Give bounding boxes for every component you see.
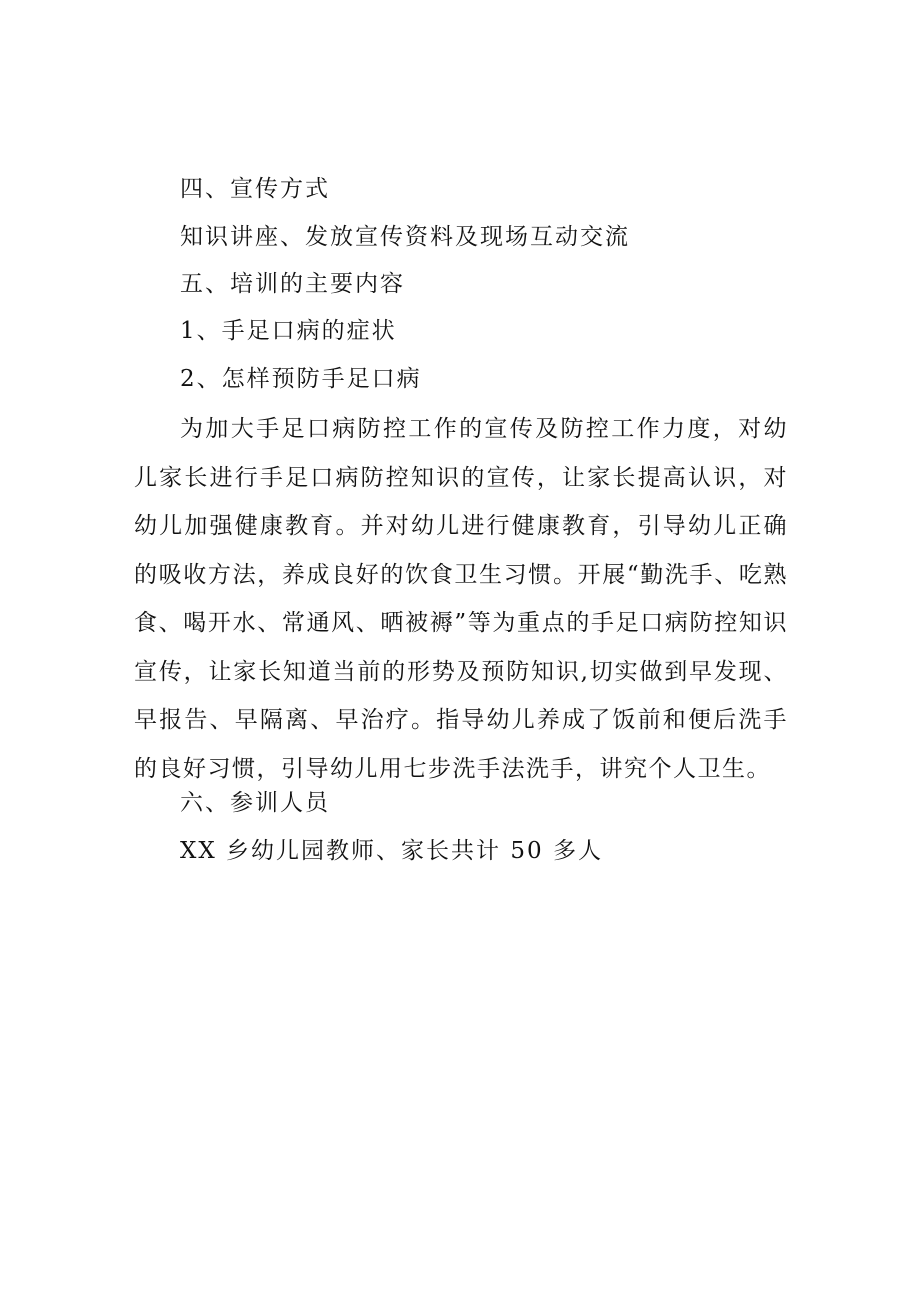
section-heading-publicity-method: 四、宣传方式 — [180, 176, 330, 202]
body-paragraph: 为加大手足口病防控工作的宣传及防控工作力度，对幼儿家长进行手足口病防控知识的宣传，让家长提高认识，对幼儿加强健康教育。并对幼儿进行健康教育，引导幼儿正确的吸收方法，养成良好的饮食卫生习惯。开展“勤洗手、吃熟食、喝开水、常通风、晒被褥”等为重点的手足口病防控知识宣传，让家长知道当前的形势及预防知识,切实做到早发现、早报告、早隔离、早治疗。指导幼儿养成了饭前和便后洗手的良好习惯，引导幼儿用七步洗手法洗手，讲究个人卫生。 — [134, 416, 788, 782]
section-heading-training-content: 五、培训的主要内容 — [180, 271, 405, 297]
publicity-method-text: 知识讲座、发放宣传资料及现场互动交流 — [180, 224, 630, 250]
content-item-symptoms: 1、手足口病的症状 — [180, 318, 397, 344]
section-heading-participants: 六、参训人员 — [180, 790, 330, 816]
participants-text: XX 乡幼儿园教师、家长共计 50 多人 — [180, 838, 603, 864]
content-item-prevention: 2、怎样预防手足口病 — [180, 366, 422, 392]
